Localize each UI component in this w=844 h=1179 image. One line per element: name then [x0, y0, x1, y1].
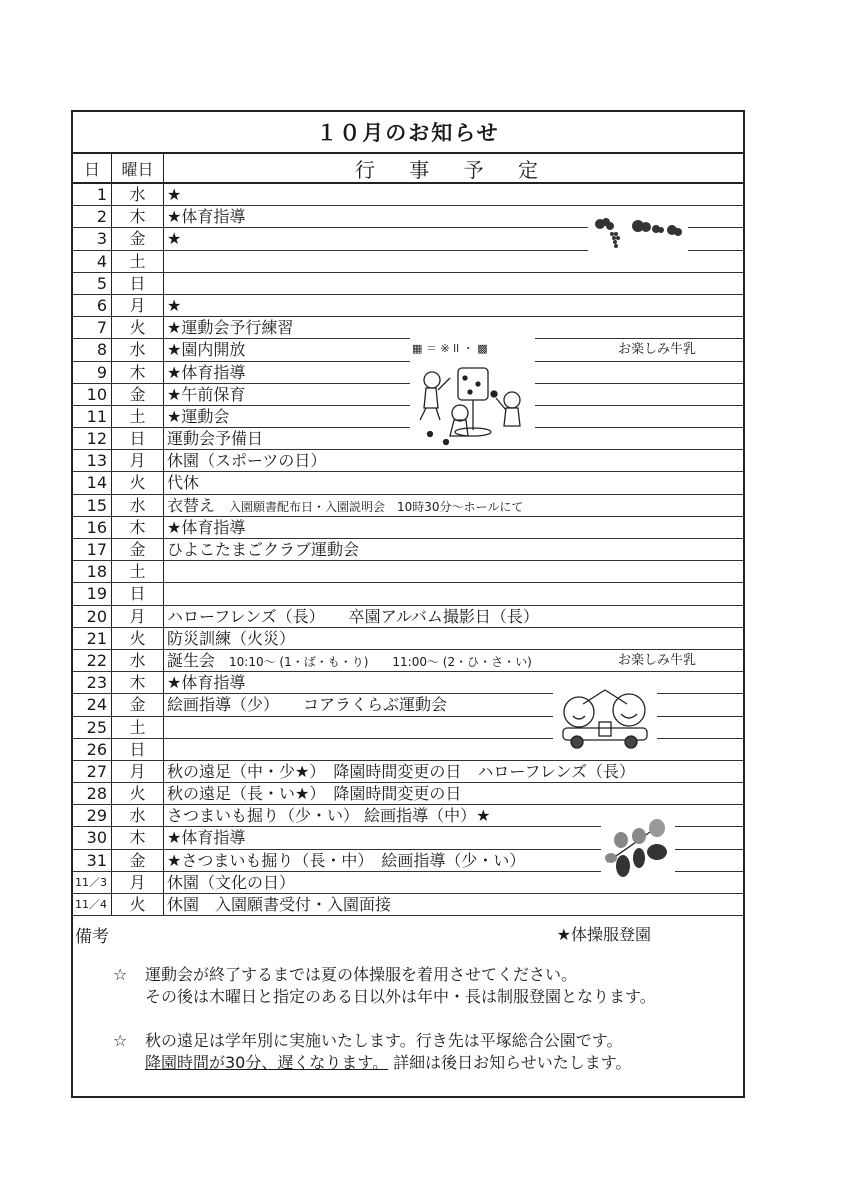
- note-2-rest: 詳細は後日お知らせいたします。: [388, 1053, 632, 1072]
- row-weekday: 月: [112, 606, 164, 627]
- table-row: [73, 517, 743, 539]
- row-event: [167, 295, 739, 316]
- row-day: 29: [73, 805, 112, 826]
- row-event-detail: 10:10～ (1・ば・も・り) 11:00～ (2・ひ・さ・い): [229, 654, 532, 669]
- row-event: [167, 517, 739, 538]
- sports-day-illustration: [410, 338, 535, 448]
- row-day: 11: [73, 406, 112, 427]
- row-day: 20: [73, 606, 112, 627]
- row-event-main: ★午前保育: [167, 384, 246, 404]
- table-row: [73, 539, 743, 561]
- table-row: [73, 783, 743, 805]
- row-weekday: 火: [112, 783, 164, 804]
- table-header: [73, 154, 743, 184]
- row-event-main: 絵画指導（少） コアラくらぶ運動会: [167, 695, 448, 715]
- note-item-1: [113, 964, 656, 1008]
- star-outline-icon: ☆: [113, 965, 128, 984]
- notes-section: [73, 922, 743, 1096]
- row-weekday: 木: [112, 362, 164, 383]
- row-weekday: 木: [112, 206, 164, 227]
- row-event-main: ★体育指導: [167, 673, 246, 693]
- row-event-main: 代休: [167, 473, 200, 493]
- picnic-children-illustration: [553, 686, 657, 752]
- row-event-main: ★体育指導: [167, 517, 246, 537]
- row-day: 22: [73, 650, 112, 671]
- row-day: 10: [73, 384, 112, 405]
- row-weekday: 金: [112, 228, 164, 249]
- svg-text:▦ ＝ ※ ll ・ ▩: ▦ ＝ ※ ll ・ ▩: [412, 342, 488, 355]
- row-weekday: 土: [112, 561, 164, 582]
- row-event-main: ★園内開放: [167, 340, 246, 360]
- header-day: 日: [73, 154, 112, 182]
- row-weekday: 土: [112, 251, 164, 272]
- row-weekday: 日: [112, 739, 164, 760]
- row-weekday: 金: [112, 539, 164, 560]
- row-event-main: 休園（文化の日）: [167, 872, 296, 892]
- row-weekday: 月: [112, 450, 164, 471]
- row-day: 2: [73, 206, 112, 227]
- row-event: [167, 628, 739, 649]
- row-event-main: ★: [167, 295, 182, 315]
- table-row: [73, 339, 743, 361]
- row-note: お楽しみ牛乳: [618, 652, 697, 668]
- page-title: １０月のお知らせ: [73, 112, 743, 154]
- row-weekday: 土: [112, 406, 164, 427]
- row-event-detail: 入園願書配布日・入園説明会 10時30分～ホールにて: [229, 499, 524, 514]
- table-row: [73, 894, 743, 916]
- row-event: [167, 184, 739, 205]
- row-weekday: 水: [112, 650, 164, 671]
- uniform-legend: ★体操服登園: [556, 925, 651, 944]
- row-weekday: 月: [112, 761, 164, 782]
- row-day: 30: [73, 827, 112, 848]
- leaves-illustration: [601, 818, 675, 878]
- row-weekday: 火: [112, 472, 164, 493]
- table-row: [73, 273, 743, 295]
- table-row: [73, 561, 743, 583]
- row-weekday: 火: [112, 894, 164, 915]
- row-weekday: 月: [112, 295, 164, 316]
- row-day: 9: [73, 362, 112, 383]
- row-day: 31: [73, 850, 112, 871]
- star-outline-icon: ☆: [113, 1031, 128, 1050]
- row-day: 4: [73, 251, 112, 272]
- row-day: 17: [73, 539, 112, 560]
- row-event-main: ★体育指導: [167, 362, 246, 382]
- row-event: [167, 495, 739, 516]
- row-weekday: 火: [112, 628, 164, 649]
- row-event-main: 衣替え: [167, 495, 216, 515]
- row-day: 13: [73, 450, 112, 471]
- row-event-main: ★運動会予行練習: [167, 318, 294, 338]
- note-1-line-1: 運動会が終了するまでは夏の体操服を着用させてください。: [145, 965, 578, 984]
- table-row: [73, 317, 743, 339]
- row-day: 24: [73, 694, 112, 715]
- row-day: 6: [73, 295, 112, 316]
- row-day: 25: [73, 717, 112, 738]
- table-row: [73, 362, 743, 384]
- row-day: 7: [73, 317, 112, 338]
- row-weekday: 水: [112, 339, 164, 360]
- row-note: お楽しみ牛乳: [618, 342, 697, 358]
- row-day: 11／4: [73, 894, 112, 915]
- row-day: 27: [73, 761, 112, 782]
- row-event-main: ★: [167, 229, 182, 249]
- table-row: [73, 472, 743, 494]
- row-day: 28: [73, 783, 112, 804]
- row-weekday: 日: [112, 273, 164, 294]
- row-event-main: ★体育指導: [167, 828, 246, 848]
- table-row: [73, 295, 743, 317]
- row-weekday: 木: [112, 827, 164, 848]
- row-event: [167, 450, 739, 471]
- row-event-main: 秋の遠足（中・少★） 降園時間変更の日 ハローフレンズ（長）: [167, 761, 636, 781]
- row-event: [167, 606, 739, 627]
- row-day: 21: [73, 628, 112, 649]
- table-row: [73, 761, 743, 783]
- row-event-main: ★運動会: [167, 406, 230, 426]
- row-event-main: 休園 入園願書受付・入園面接: [167, 895, 392, 914]
- row-event: [167, 761, 739, 782]
- schedule-table: [73, 184, 743, 916]
- row-weekday: 金: [112, 694, 164, 715]
- row-day: 19: [73, 583, 112, 604]
- row-day: 23: [73, 672, 112, 693]
- row-event-main: ★: [167, 185, 182, 204]
- row-event: [167, 472, 739, 493]
- row-event-main: ひよこたまごクラブ運動会: [167, 540, 360, 559]
- note-item-2: [113, 1030, 631, 1074]
- row-weekday: 水: [112, 805, 164, 826]
- table-row: [73, 184, 743, 206]
- table-row: [73, 450, 743, 472]
- row-day: 26: [73, 739, 112, 760]
- header-weekday: 曜日: [112, 154, 164, 182]
- table-row: [73, 406, 743, 428]
- row-event-main: ★体育指導: [167, 207, 246, 227]
- grapes-illustration: [588, 212, 688, 258]
- row-day: 5: [73, 273, 112, 294]
- row-event-main: さつまいも掘り（少・い） 絵画指導（中）★: [167, 806, 491, 826]
- row-event: [167, 783, 739, 804]
- row-weekday: 火: [112, 317, 164, 338]
- row-event-main: 秋の遠足（長・い★） 降園時間変更の日: [167, 784, 462, 804]
- row-weekday: 土: [112, 717, 164, 738]
- row-event-main: ハローフレンズ（長） 卒園アルバム撮影日（長）: [167, 606, 539, 626]
- notice-frame: [71, 110, 745, 1098]
- row-event-main: 防災訓練（火災）: [167, 628, 296, 648]
- row-event-main: 誕生会: [167, 650, 216, 670]
- note-2-line-1: 秋の遠足は学年別に実施いたします。行き先は平塚総合公園です。: [145, 1031, 623, 1050]
- row-weekday: 水: [112, 495, 164, 516]
- row-event: [167, 317, 739, 338]
- row-weekday: 木: [112, 517, 164, 538]
- row-weekday: 木: [112, 672, 164, 693]
- row-day: 8: [73, 339, 112, 360]
- row-weekday: 水: [112, 184, 164, 205]
- table-row: [73, 650, 743, 672]
- row-event: [167, 273, 739, 294]
- row-weekday: 日: [112, 428, 164, 449]
- header-events: 行 事 予 定: [354, 157, 553, 182]
- row-event: [167, 539, 739, 560]
- row-day: 18: [73, 561, 112, 582]
- row-day: 3: [73, 228, 112, 249]
- row-day: 12: [73, 428, 112, 449]
- table-row: [73, 583, 743, 605]
- row-weekday: 金: [112, 850, 164, 871]
- row-day: 15: [73, 495, 112, 516]
- row-event-main: ★さつまいも掘り（長・中） 絵画指導（少・い）: [167, 850, 526, 870]
- row-event: [167, 583, 739, 604]
- row-event: [167, 894, 739, 915]
- row-day: 14: [73, 472, 112, 493]
- table-row: [73, 495, 743, 517]
- table-row: [73, 628, 743, 650]
- row-event-main: 運動会予備日: [167, 429, 264, 449]
- row-weekday: 日: [112, 583, 164, 604]
- note-2-underlined: 降園時間が30分、遅くなります。: [145, 1053, 389, 1072]
- notes-label: 備考: [75, 927, 109, 947]
- row-day: 1: [73, 184, 112, 205]
- table-row: [73, 606, 743, 628]
- note-1-line-2: その後は木曜日と指定のある日以外は年中・長は制服登園となります。: [145, 987, 656, 1006]
- row-event-main: 休園（スポーツの日）: [167, 451, 327, 471]
- table-row: [73, 428, 743, 450]
- row-day: 11／3: [73, 872, 112, 893]
- row-weekday: 月: [112, 872, 164, 893]
- row-event: [167, 561, 739, 582]
- row-weekday: 金: [112, 384, 164, 405]
- table-row: [73, 384, 743, 406]
- row-day: 16: [73, 517, 112, 538]
